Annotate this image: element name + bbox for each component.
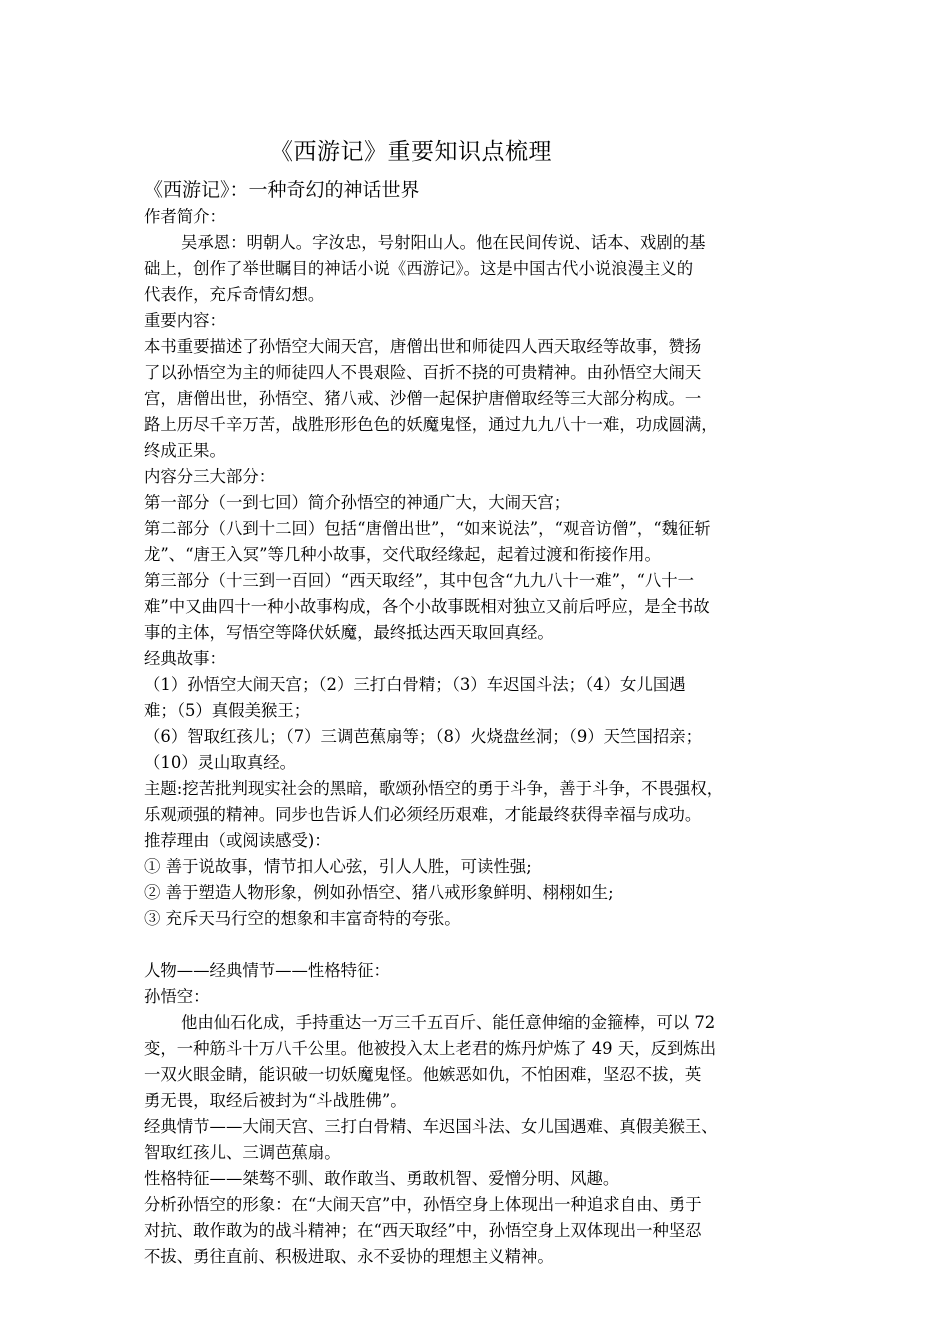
text-line: 龙”、“唐王入冥”等几种小故事，交代取经缘起，起着过渡和衔接作用。 bbox=[144, 545, 661, 564]
text-line: 代表作，充斥奇情幻想。 bbox=[144, 285, 325, 304]
text-line: 内容分三大部分： bbox=[144, 467, 276, 486]
text-line: （10）灵山取真经。 bbox=[144, 753, 296, 772]
text-line: 第一部分（一到七回）简介孙悟空的神通广大，大闹天宫； bbox=[144, 493, 571, 512]
text-line: 智取红孩儿、三调芭蕉扇。 bbox=[144, 1143, 341, 1162]
text-line: （6）智取红孩儿；（7）三调芭蕉扇等；（8）火烧盘丝洞；（9）天竺国招亲； bbox=[144, 727, 703, 746]
text-line: ③ 充斥天马行空的想象和丰富奇特的夸张。 bbox=[144, 909, 461, 928]
document-body bbox=[144, 176, 812, 1270]
text-line: ① 善于说故事，情节扣人心弦，引人人胜，可读性强; bbox=[144, 857, 532, 876]
text-line: 宫，唐僧出世，孙悟空、猪八戒、沙僧一起保护唐僧取经等三大部分构成。一 bbox=[144, 389, 702, 408]
text-line: 吴承恩：明朝人。字汝忠，号射阳山人。他在民间传说、话本、戏剧的基 bbox=[181, 233, 706, 252]
text-line bbox=[144, 932, 812, 958]
text-line: 推荐理由（或阅读感受)： bbox=[144, 831, 331, 850]
text-line: 对抗、敢作敢为的战斗精神；在“西天取经”中，孙悟空身上双体现出一种坚忍 bbox=[144, 1221, 702, 1240]
text-line: 本书重要描述了孙悟空大闹天宫，唐僧出世和师徒四人西天取经等故事，赞扬 bbox=[144, 337, 702, 356]
text-line: ② 善于塑造人物形象，例如孙悟空、猪八戒形象鲜明、栩栩如生; bbox=[144, 883, 614, 902]
text-line: 乐观顽强的精神。同步也告诉人们必须经历艰难，才能最终获得幸福与成功。 bbox=[144, 805, 702, 824]
text-line: 孙悟空： bbox=[144, 987, 210, 1006]
text-line: 终成正果。 bbox=[144, 441, 226, 460]
text-line: 主题:挖苦批判现实社会的黑暗，歌颂孙悟空的勇于斗争，善于斗争，不畏强权， bbox=[144, 779, 724, 798]
text-line: 人物——经典情节——性格特征： bbox=[144, 961, 390, 980]
text-line: 变，一种筋斗十万八千公里。他被投入太上老君的炼丹炉炼了 49 天，反到炼出 bbox=[144, 1039, 717, 1058]
text-line: 了以孙悟空为主的师徒四人不畏艰险、百折不挠的可贵精神。由孙悟空大闹天 bbox=[144, 363, 702, 382]
text-line: 第三部分（十三到一百回）“西天取经”，其中包含“九九八十一难”，“八十一 bbox=[144, 571, 695, 590]
text-line: 难；（5）真假美猴王； bbox=[144, 701, 311, 720]
text-line: 不拔、勇往直前、积极进取、永不妥协的理想主义精神。 bbox=[144, 1247, 554, 1266]
text-line: 重要内容： bbox=[144, 311, 226, 330]
text-line: 《西游记》：一种奇幻的神话世界 bbox=[144, 179, 420, 201]
text-line: 路上历尽千辛万苦，战胜形形色色的妖魔鬼怪，通过九九八十一难，功成圆满， bbox=[144, 415, 718, 434]
text-line: 经典故事： bbox=[144, 649, 226, 668]
text-line: 第二部分（八到十二回）包括“唐僧出世”，“如来说法”，“观音访僧”，“魏征斩 bbox=[144, 519, 711, 538]
text-line: 勇无畏，取经后被封为“斗战胜佛”。 bbox=[144, 1091, 407, 1110]
text-line: 一双火眼金睛，能识破一切妖魔鬼怪。他嫉恶如仇，不怕困难，坚忍不拔，英 bbox=[144, 1065, 702, 1084]
text-line: 经典情节——大闹天宫、三打白骨精、车迟国斗法、女儿国遇难、真假美猴王、 bbox=[144, 1117, 718, 1136]
text-line: （1）孙悟空大闹天宫；（2）三打白骨精；（3）车迟国斗法；（4）女儿国遇 bbox=[144, 675, 686, 694]
text-line: 作者简介： bbox=[144, 207, 226, 226]
document-title: 《西游记》重要知识点梳理 bbox=[270, 139, 552, 165]
text-line: 事的主体，写悟空等降伏妖魔，最终抵达西天取回真经。 bbox=[144, 623, 554, 642]
text-line: 他由仙石化成，手持重达一万三千五百斤、能任意伸缩的金箍棒，可以 72 bbox=[181, 1013, 716, 1032]
text-line: 础上，创作了举世瞩目的神话小说《西游记》。这是中国古代小说浪漫主义的 bbox=[144, 259, 694, 278]
text-line: 难”中又曲四十一种小故事构成，各个小故事既相对独立又前后呼应，是全书故 bbox=[144, 597, 710, 616]
text-line: 性格特征——桀骜不驯、敢作敢当、勇敢机智、爱憎分明、风趣。 bbox=[144, 1169, 620, 1188]
text-line: 分析孙悟空的形象：在“大闹天宫”中，孙悟空身上体现出一种追求自由、勇于 bbox=[144, 1195, 702, 1214]
